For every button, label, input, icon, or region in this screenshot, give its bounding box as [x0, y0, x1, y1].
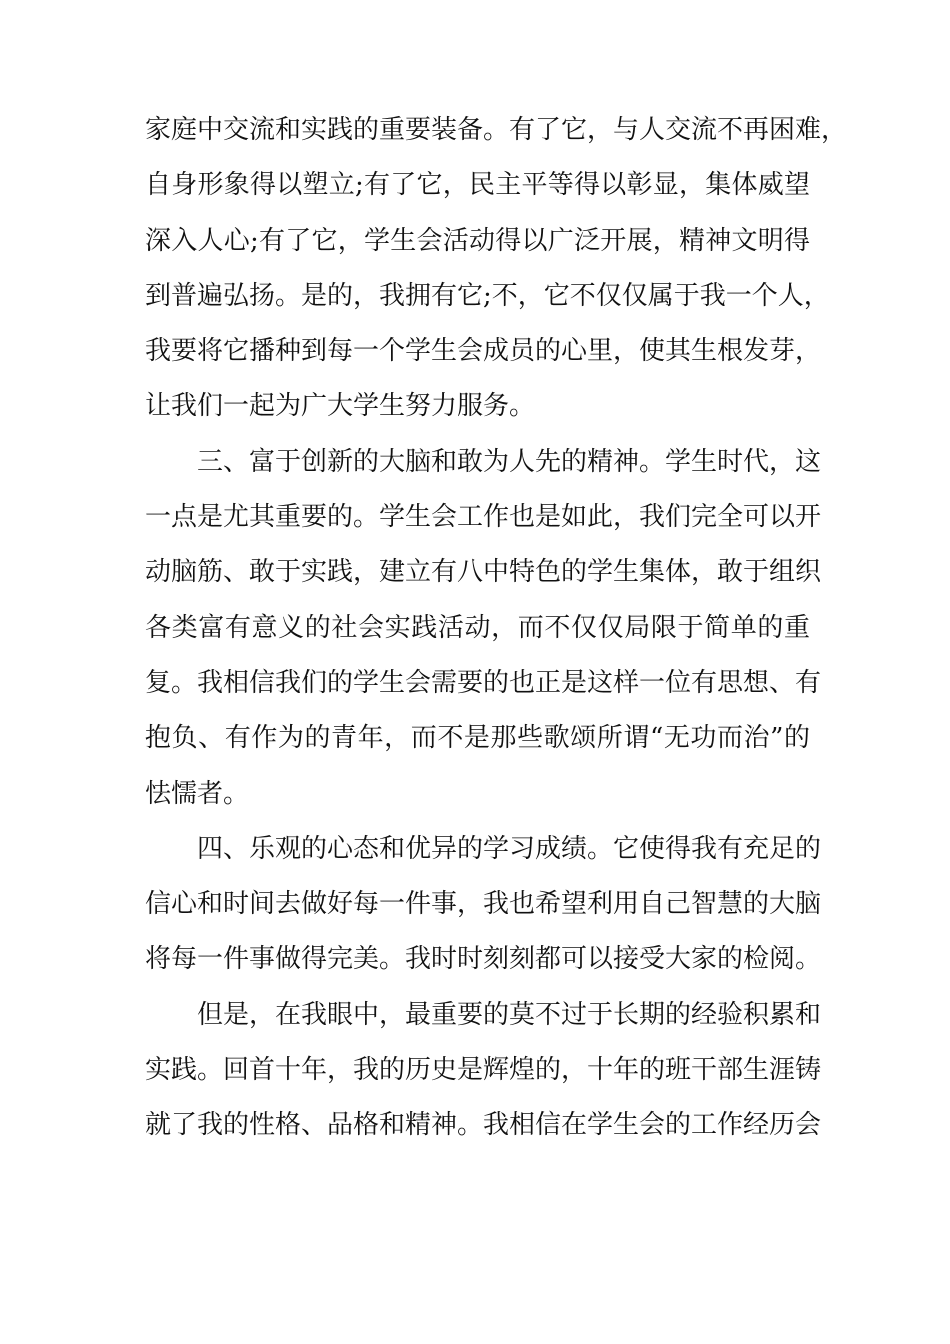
text-line: 复。我相信我们的学生会需要的也正是这样一位有思想、有 [145, 667, 822, 698]
text-line: 将每一件事做得完美。我时时刻刻都可以接受大家的检阅。 [145, 944, 822, 975]
text-line: 各类富有意义的社会实践活动，而不仅仅局限于简单的重 [145, 612, 810, 643]
body-text [145, 103, 848, 1154]
text-line: 抱负、有作为的青年，而不是那些歌颂所谓“无功而治”的 [145, 723, 810, 754]
text-line: 就了我的性格、品格和精神。我相信在学生会的工作经历会 [145, 1110, 822, 1141]
text-line: 家庭中交流和实践的重要装备。有了它，与人交流不再困难， [145, 115, 848, 145]
paragraph-start-line: 四、乐观的心态和优异的学习成绩。它使得我有充足的 [197, 833, 822, 864]
text-line: 怯懦者。 [145, 778, 250, 809]
text-line: 深入人心;有了它，学生会活动得以广泛开展，精神文明得 [145, 225, 810, 256]
text-line: 动脑筋、敢于实践，建立有八中特色的学生集体，敢于组织 [145, 557, 822, 588]
paragraph-start-line: 三、富于创新的大脑和敢为人先的精神。学生时代，这 [197, 446, 822, 477]
text-line: 我要将它播种到每一个学生会成员的心里，使其生根发芽， [145, 336, 822, 367]
text-line: 让我们一起为广大学生努力服务。 [145, 391, 536, 422]
text-line: 信心和时间去做好每一件事，我也希望利用自己智慧的大脑 [145, 889, 822, 920]
text-line: 到普遍弘扬。是的，我拥有它;不，它不仅仅属于我一个人， [145, 280, 830, 311]
paragraph-start-line: 但是，在我眼中，最重要的莫不过于长期的经验积累和 [197, 999, 822, 1030]
text-line: 实践。回首十年，我的历史是辉煌的，十年的班干部生涯铸 [145, 1055, 822, 1086]
text-line: 一点是尤其重要的。学生会工作也是如此，我们完全可以开 [145, 502, 822, 533]
text-line: 自身形象得以塑立;有了它，民主平等得以彰显，集体威望 [145, 170, 810, 201]
